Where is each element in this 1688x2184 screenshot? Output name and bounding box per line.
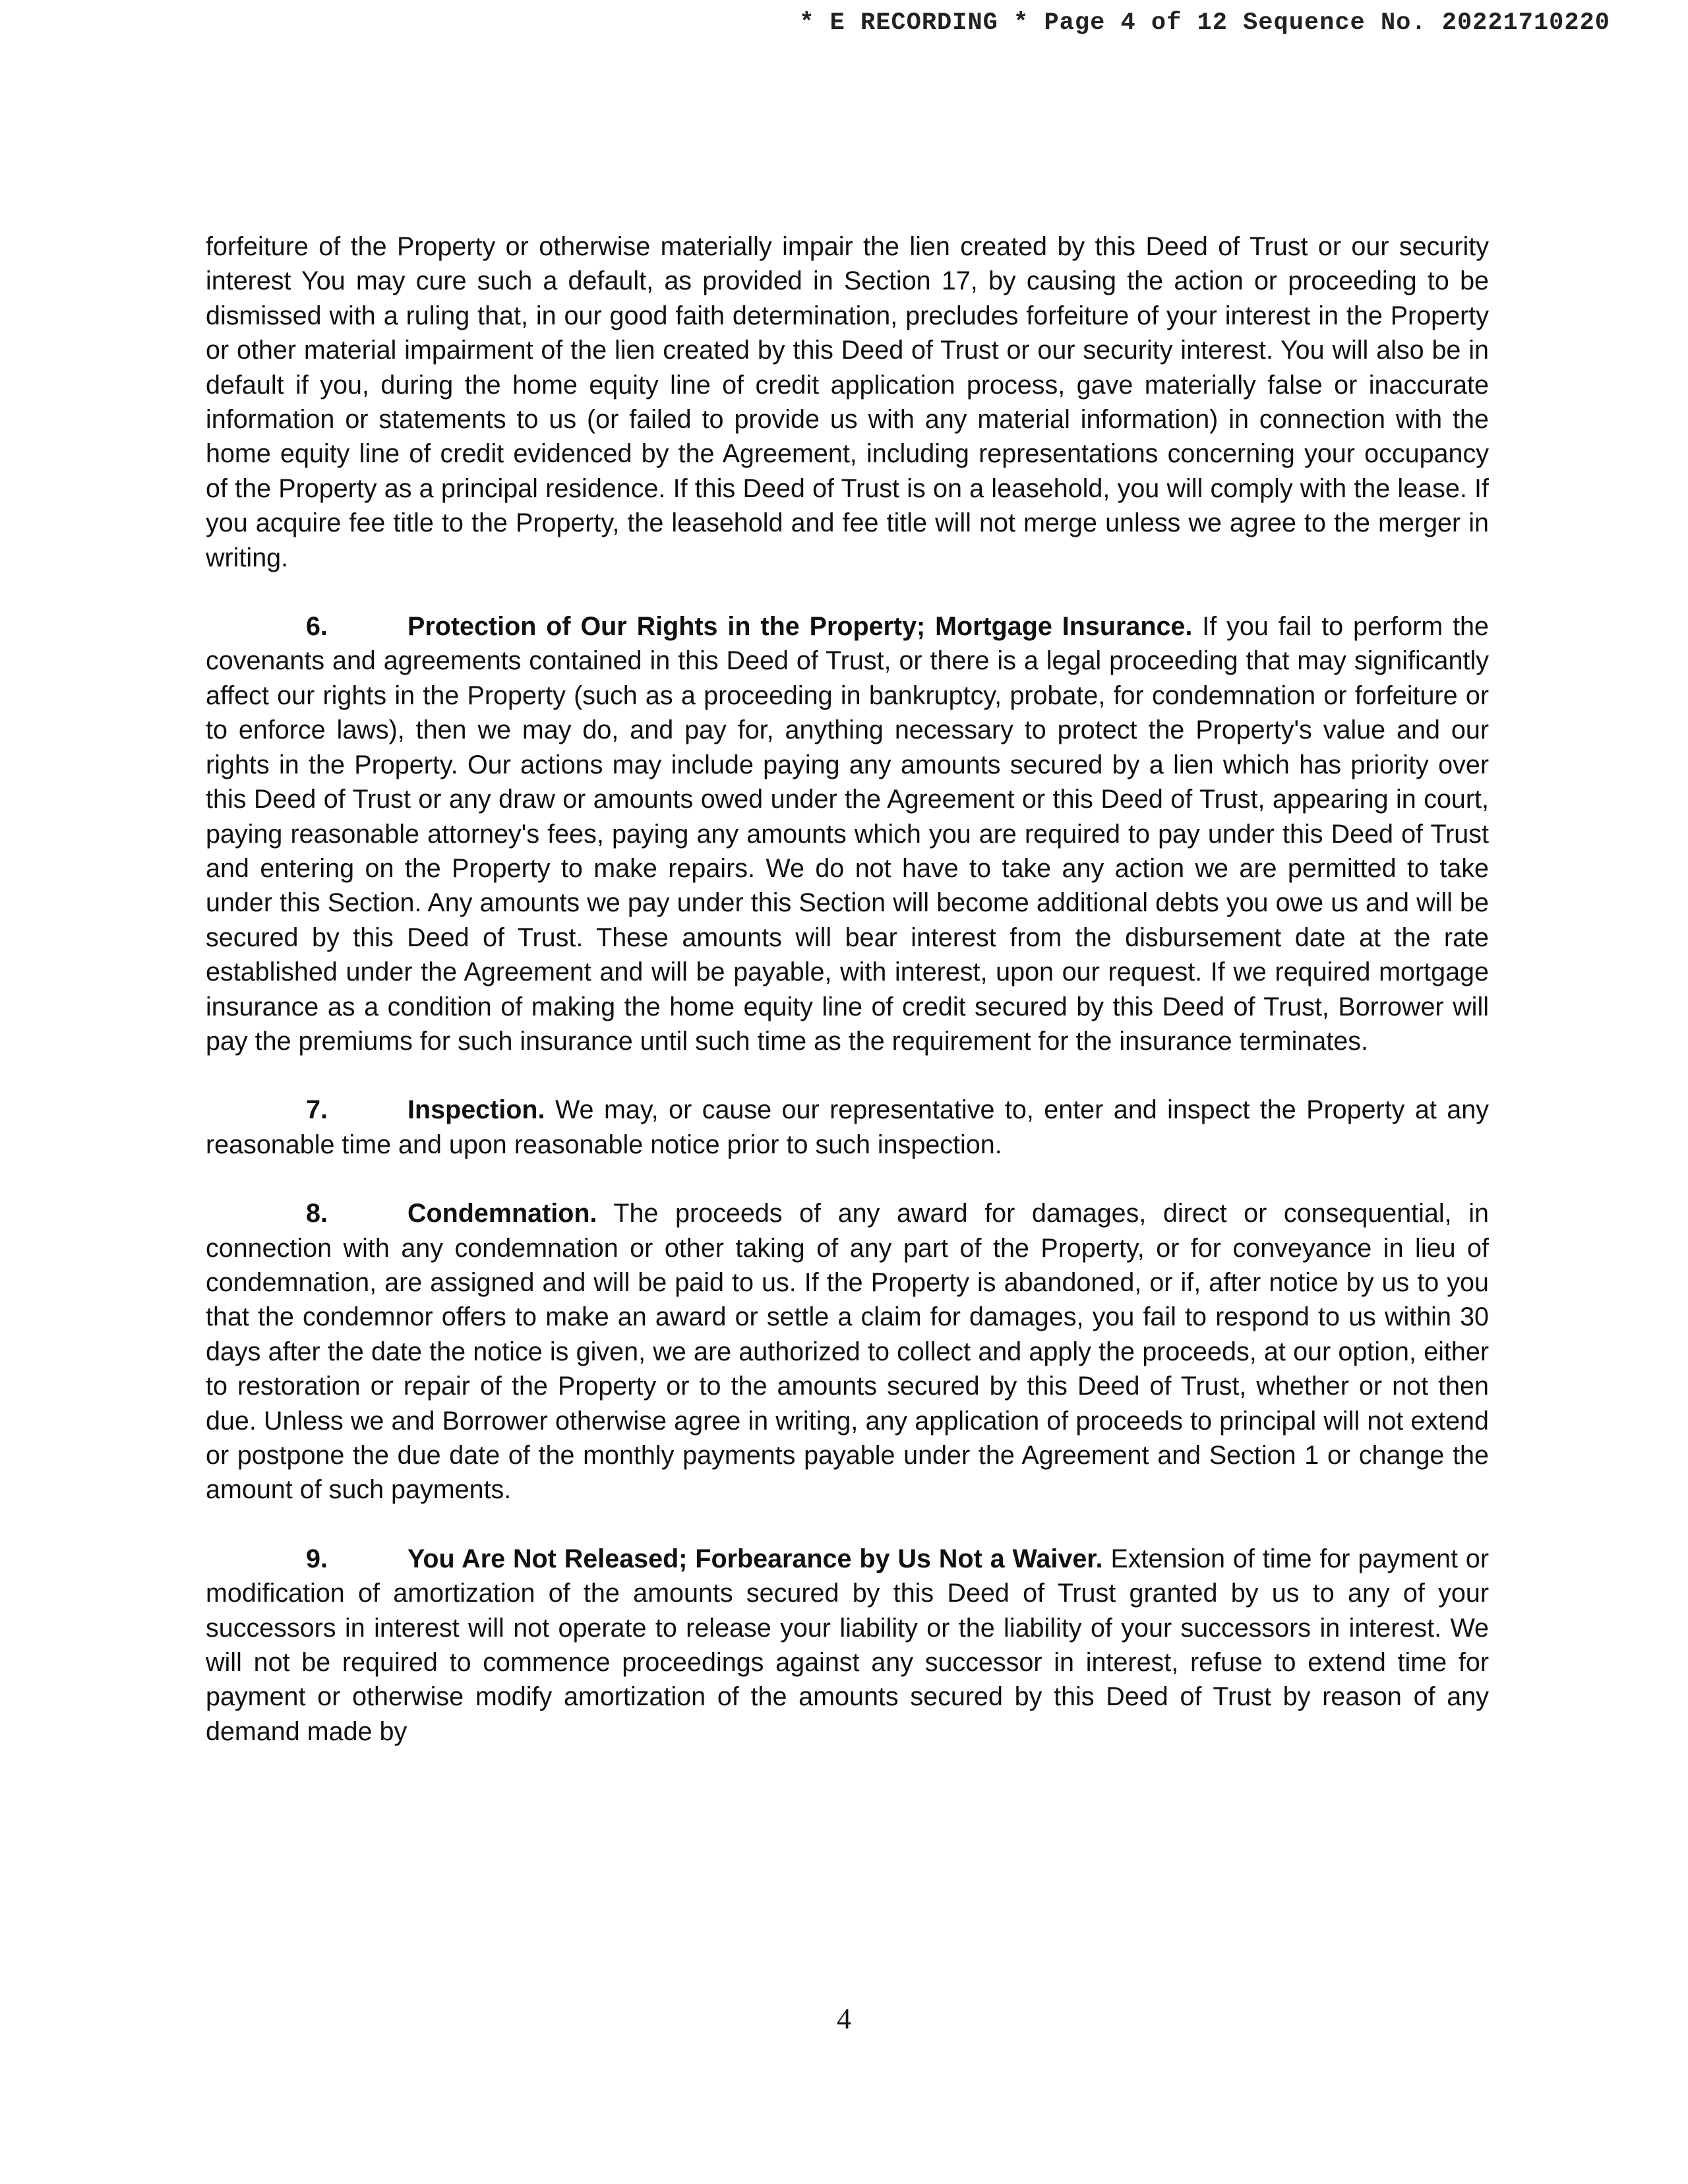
document-body xyxy=(206,229,1489,1749)
section-text: Extension of time for payment or modification of amortization of the amounts secured by this Deed of Trust granted by us to any of your successors in interest will not operate to release your liability or the liability of your successors in interest. We will not be required to commence proceedings against any successor in interest, refuse to extend time for payment or otherwise modify amortization of the amounts secured by this Deed of Trust by reason of any demand made by xyxy=(206,1544,1490,1746)
continuation-paragraph: forfeiture of the Property or otherwise materially impair the lien created by this Deed of Trust or our security interest You may cure such a default, as provided in Section 17, by causing the action or proceeding to be dismissed with a ruling that, in our good faith determination, precludes forfeiture of your interest in the Property or other material impairment of the lien created by this Deed of Trust or our security interest. You will also be in default if you, during the home equity line of credit application process, gave materially false or inaccurate information or statements to us (or failed to provide us with any material information) in connection with the home equity line of credit evidenced by the Agreement, including representations concerning your occupancy of the Property as a principal residence. If this Deed of Trust is on a leasehold, you will comply with the lease. If you acquire fee title to the Property, the leasehold and fee title will not merge unless we agree to the merger in writing. xyxy=(206,232,1489,572)
section-9-paragraph xyxy=(206,1542,1489,1749)
section-number: 7. xyxy=(306,1095,328,1125)
section-number: 8. xyxy=(306,1199,328,1228)
section-8-paragraph xyxy=(206,1196,1489,1507)
section-6-paragraph xyxy=(206,609,1489,1058)
section-number: 9. xyxy=(306,1544,328,1573)
section-text: We may, or cause our representative to, enter and inspect the Property at any reasonable time and upon reasonable notice prior to such inspection. xyxy=(206,1095,1489,1159)
section-text: If you fail to perform the covenants and agreements contained in this Deed of Trust, or there is a legal proceeding that may significantly affect our rights in the Property (such as a proceeding in bankruptcy, probate, for condemnation or forfeiture or to enforce laws), then we may do, and pay for, anything necessary to protect the Property's value and our rights in the Property. Our actions may include paying any amounts secured by a lien which has priority over this Deed of Trust or any draw or amounts owed under the Agreement or this Deed of Trust, appearing in court, paying reasonable attorney's fees, paying any amounts which you are required to pay under this Deed of Trust and entering on the Property to make repairs. We do not have to take any action we are permitted to take under this Section. Any amounts we pay under this Section will become additional debts you owe us and will be secured by this Deed of Trust. These amounts will bear interest from the disbursement date at the rate established under the Agreement and will be payable, with interest, upon our request. If we required mortgage insurance as a condition of making the home equity line of credit secured by this Deed of Trust, Borrower will pay the premiums for such insurance until such time as the requirement for the insurance terminates. xyxy=(206,612,1489,1056)
section-number: 6. xyxy=(306,612,328,642)
section-7-paragraph xyxy=(206,1093,1489,1162)
section-heading: Protection of Our Rights in the Property; Mortgage Insurance. xyxy=(407,612,1193,642)
section-heading: Condemnation. xyxy=(407,1199,597,1228)
page-number: 4 xyxy=(837,2003,851,2035)
section-heading: Inspection. xyxy=(407,1095,545,1125)
recording-header: * E RECORDING * Page 4 of 12 Sequence No. 20221710220 xyxy=(799,9,1610,37)
section-text: The proceeds of any award for damages, direct or consequential, in connection with any condemnation or other taking of any part of the Property, or for conveyance in lieu of condemnation, are assigned and will be paid to us. If the Property is abandoned, or if, after notice by us to you that the condemnor offers to make an award or settle a claim for damages, you fail to respond to us within 30 days after the date the notice is given, we are authorized to collect and apply the proceeds, at our option, either to restoration or repair of the Property or to the amounts secured by this Deed of Trust, whether or not then due. Unless we and Borrower otherwise agree in writing, any application of proceeds to principal will not extend or postpone the due date of the monthly payments payable under the Agreement and Section 1 or change the amount of such payments. xyxy=(206,1199,1490,1505)
section-heading: You Are Not Released; Forbearance by Us Not a Waiver. xyxy=(407,1544,1103,1573)
